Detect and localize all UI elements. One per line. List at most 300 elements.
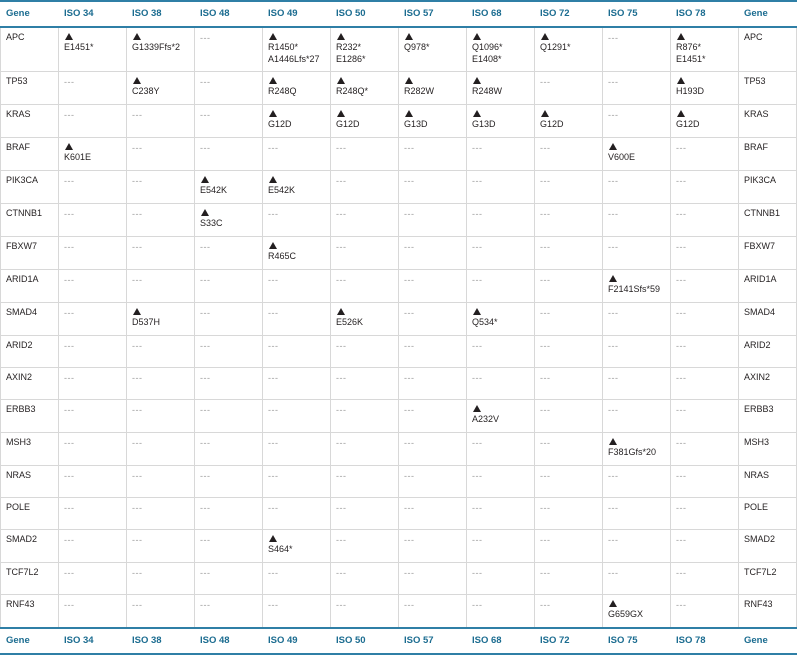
mutation-cell	[195, 529, 263, 562]
empty-marker: ---	[64, 599, 75, 610]
mutation-cell-content	[676, 175, 733, 197]
empty-marker: ---	[540, 534, 551, 545]
empty-marker: ---	[472, 437, 483, 448]
mutation-cell	[467, 432, 535, 465]
empty-marker: ---	[64, 76, 75, 87]
empty-marker: ---	[540, 274, 551, 285]
mutation-cell	[535, 27, 603, 72]
mutation-cell-content	[268, 437, 325, 459]
mutation-cell-content	[608, 275, 665, 297]
mutation-cell-content	[540, 175, 597, 197]
mutation-cell	[59, 497, 127, 529]
mutation-cell-content	[676, 599, 733, 621]
table-row	[1, 594, 797, 628]
gene-label-right: RNF43	[739, 594, 797, 628]
mutation-cell-content	[64, 567, 121, 589]
mutation-cell	[127, 529, 195, 562]
mutation-cell	[535, 335, 603, 367]
column-header-iso-49: ISO 49	[263, 1, 331, 27]
mutation-cell	[671, 71, 739, 104]
triangle-marker-icon	[133, 33, 141, 40]
gene-label-right: NRAS	[739, 465, 797, 497]
mutation-cell-content	[404, 208, 461, 230]
empty-marker: ---	[404, 470, 415, 481]
mutation-cell-content	[676, 142, 733, 164]
empty-marker: ---	[64, 372, 75, 383]
table-row	[1, 367, 797, 399]
mutation-cell-content	[268, 176, 325, 198]
empty-marker: ---	[676, 599, 687, 610]
mutation-cell-content	[608, 470, 665, 492]
mutation-cell-content	[404, 404, 461, 426]
gene-label-left: MSH3	[1, 432, 59, 465]
empty-marker: ---	[608, 241, 619, 252]
gene-label-right: SMAD2	[739, 529, 797, 562]
empty-marker: ---	[472, 567, 483, 578]
mutation-cell-content	[472, 33, 529, 66]
mutation-cell	[671, 367, 739, 399]
mutation-cell-content	[200, 241, 257, 263]
mutation-label: E542K	[200, 184, 228, 195]
table-row	[1, 170, 797, 203]
gene-label-left: APC	[1, 27, 59, 72]
triangle-marker-icon	[473, 33, 481, 40]
table-row	[1, 269, 797, 302]
mutation-cell	[535, 594, 603, 628]
mutation-label: G12D	[540, 118, 564, 129]
mutation-label: R248Q*	[336, 85, 369, 96]
mutation-cell-content	[268, 470, 325, 492]
empty-marker: ---	[608, 32, 619, 43]
mutation-cell	[603, 137, 671, 170]
mutation-cell	[399, 269, 467, 302]
empty-marker: ---	[200, 404, 211, 415]
empty-marker: ---	[540, 404, 551, 415]
empty-marker: ---	[472, 241, 483, 252]
empty-marker: ---	[200, 340, 211, 351]
mutation-cell	[535, 367, 603, 399]
empty-marker: ---	[132, 208, 143, 219]
empty-marker: ---	[608, 109, 619, 120]
mutation-cell	[399, 137, 467, 170]
mutation-label: E1451*	[676, 54, 706, 65]
column-header-iso-78: ISO 78	[671, 1, 739, 27]
triangle-marker-icon	[473, 308, 481, 315]
mutation-cell	[535, 170, 603, 203]
mutation-label: K601E	[64, 151, 92, 162]
empty-marker: ---	[336, 340, 347, 351]
mutation-cell	[603, 497, 671, 529]
mutation-cell-content	[268, 307, 325, 329]
mutation-cell	[399, 432, 467, 465]
mutation-cell	[671, 203, 739, 236]
empty-marker: ---	[132, 502, 143, 513]
column-header-iso-50: ISO 50	[331, 628, 399, 654]
mutation-cell	[127, 302, 195, 335]
mutation-cell-content	[608, 76, 665, 98]
mutation-cell-content	[132, 33, 189, 55]
mutation-cell	[399, 302, 467, 335]
mutation-cell-content	[268, 77, 325, 99]
mutation-label: G12D	[336, 118, 360, 129]
mutation-cell-content	[268, 502, 325, 524]
table-row	[1, 203, 797, 236]
mutation-cell	[263, 27, 331, 72]
table-row	[1, 335, 797, 367]
mutation-cell-content	[132, 470, 189, 492]
mutation-cell-content	[676, 534, 733, 556]
empty-marker: ---	[472, 208, 483, 219]
mutation-cell	[331, 302, 399, 335]
mutation-cell-content	[64, 502, 121, 524]
mutation-cell-content	[540, 241, 597, 263]
mutation-label: G12D	[676, 118, 700, 129]
mutation-cell	[263, 529, 331, 562]
mutation-cell	[127, 497, 195, 529]
mutation-cell-content	[540, 76, 597, 98]
mutation-cell	[399, 71, 467, 104]
mutation-cell	[331, 529, 399, 562]
triangle-marker-icon	[201, 176, 209, 183]
mutation-label: R248Q	[268, 85, 297, 96]
mutation-cell-content	[64, 175, 121, 197]
empty-marker: ---	[268, 599, 279, 610]
empty-marker: ---	[336, 241, 347, 252]
triangle-marker-icon	[337, 77, 345, 84]
mutation-label: R282W	[404, 85, 435, 96]
column-header-iso-34: ISO 34	[59, 628, 127, 654]
mutation-cell	[535, 137, 603, 170]
empty-marker: ---	[540, 175, 551, 186]
mutation-label: V600E	[608, 151, 636, 162]
mutation-cell	[263, 399, 331, 432]
mutation-cell	[467, 367, 535, 399]
mutation-cell	[467, 399, 535, 432]
mutation-cell-content	[336, 142, 393, 164]
empty-marker: ---	[336, 274, 347, 285]
mutation-cell-content	[676, 241, 733, 263]
mutation-cell-content	[200, 404, 257, 426]
mutation-cell	[467, 27, 535, 72]
mutation-cell	[671, 269, 739, 302]
mutation-cell	[603, 236, 671, 269]
mutation-cell-content	[200, 76, 257, 98]
empty-marker: ---	[676, 175, 687, 186]
empty-marker: ---	[676, 142, 687, 153]
mutation-cell-content	[200, 534, 257, 556]
mutation-cell	[399, 562, 467, 594]
column-header-iso-57: ISO 57	[399, 628, 467, 654]
mutation-cell-content	[336, 502, 393, 524]
gene-label-right: PIK3CA	[739, 170, 797, 203]
mutation-cell-content	[608, 404, 665, 426]
mutation-cell	[195, 594, 263, 628]
mutation-cell	[331, 71, 399, 104]
mutation-cell	[671, 497, 739, 529]
mutation-cell-content	[608, 241, 665, 263]
gene-label-left: CTNNB1	[1, 203, 59, 236]
triangle-marker-icon	[473, 110, 481, 117]
column-header-iso-68: ISO 68	[467, 628, 535, 654]
gene-label-right: SMAD4	[739, 302, 797, 335]
mutation-cell	[603, 465, 671, 497]
mutation-cell	[195, 562, 263, 594]
mutation-cell	[467, 203, 535, 236]
triangle-marker-icon	[133, 308, 141, 315]
mutation-cell	[195, 170, 263, 203]
empty-marker: ---	[472, 534, 483, 545]
mutation-cell	[671, 399, 739, 432]
mutation-cell	[127, 367, 195, 399]
mutation-cell-content	[404, 599, 461, 621]
mutation-cell	[127, 27, 195, 72]
mutation-cell-content	[608, 143, 665, 165]
mutation-cell	[399, 236, 467, 269]
gene-label-left: RNF43	[1, 594, 59, 628]
mutation-cell	[467, 236, 535, 269]
mutation-cell	[467, 562, 535, 594]
mutation-cell-content	[64, 274, 121, 296]
mutation-cell	[331, 137, 399, 170]
mutation-cell-content	[472, 599, 529, 621]
mutation-cell	[331, 236, 399, 269]
mutation-cell	[127, 399, 195, 432]
mutation-cell-content	[64, 208, 121, 230]
mutation-cell-content	[676, 110, 733, 132]
mutation-cell	[195, 302, 263, 335]
empty-marker: ---	[132, 142, 143, 153]
empty-marker: ---	[676, 372, 687, 383]
empty-marker: ---	[472, 142, 483, 153]
mutation-cell-content	[676, 33, 733, 66]
mutation-label: R876*	[676, 41, 702, 52]
mutation-label: R465C	[268, 250, 297, 261]
mutation-cell-content	[404, 33, 461, 55]
mutation-cell-content	[336, 404, 393, 426]
empty-marker: ---	[64, 175, 75, 186]
column-header-gene-left: Gene	[1, 1, 59, 27]
mutation-label: G1339Ffs*2	[132, 41, 181, 52]
gene-label-right: ARID2	[739, 335, 797, 367]
mutation-cell	[535, 562, 603, 594]
mutation-cell-content	[268, 33, 325, 66]
empty-marker: ---	[404, 437, 415, 448]
mutation-cell	[331, 497, 399, 529]
mutation-cell-content	[540, 340, 597, 362]
mutation-cell-content	[336, 372, 393, 394]
mutation-cell-content	[404, 274, 461, 296]
mutation-cell-content	[200, 209, 257, 231]
mutation-cell	[399, 335, 467, 367]
mutation-cell-content	[676, 307, 733, 329]
mutation-cell-content	[132, 142, 189, 164]
mutation-cell	[263, 170, 331, 203]
empty-marker: ---	[404, 502, 415, 513]
mutation-cell-content	[200, 502, 257, 524]
mutation-cell	[263, 594, 331, 628]
empty-marker: ---	[268, 470, 279, 481]
mutation-cell	[603, 335, 671, 367]
mutation-cell	[671, 302, 739, 335]
empty-marker: ---	[676, 502, 687, 513]
empty-marker: ---	[404, 340, 415, 351]
mutation-cell-content	[336, 110, 393, 132]
triangle-marker-icon	[337, 110, 345, 117]
mutation-cell	[603, 367, 671, 399]
empty-marker: ---	[404, 208, 415, 219]
triangle-marker-icon	[609, 600, 617, 607]
mutation-cell	[671, 170, 739, 203]
mutation-cell-content	[132, 274, 189, 296]
mutation-cell-content	[608, 600, 665, 622]
mutation-cell	[535, 269, 603, 302]
mutation-cell-content	[404, 372, 461, 394]
mutation-label: E1408*	[472, 54, 502, 65]
empty-marker: ---	[132, 340, 143, 351]
mutation-cell	[603, 27, 671, 72]
table-row	[1, 27, 797, 72]
mutation-cell-content	[676, 470, 733, 492]
empty-marker: ---	[200, 142, 211, 153]
mutation-cell-content	[540, 470, 597, 492]
mutation-cell-content	[608, 340, 665, 362]
gene-label-right: KRAS	[739, 104, 797, 137]
mutation-cell	[399, 529, 467, 562]
mutation-cell	[467, 497, 535, 529]
mutation-cell-content	[268, 340, 325, 362]
triangle-marker-icon	[609, 143, 617, 150]
empty-marker: ---	[64, 437, 75, 448]
empty-marker: ---	[200, 32, 211, 43]
gene-label-left: PIK3CA	[1, 170, 59, 203]
mutation-cell-content	[472, 340, 529, 362]
mutation-cell-content	[608, 372, 665, 394]
mutation-label: A232V	[472, 413, 500, 424]
empty-marker: ---	[336, 142, 347, 153]
mutation-cell	[399, 465, 467, 497]
mutation-cell-content	[64, 470, 121, 492]
mutation-cell	[195, 367, 263, 399]
mutation-label: R1450*	[268, 41, 299, 52]
gene-label-left: BRAF	[1, 137, 59, 170]
empty-marker: ---	[132, 567, 143, 578]
empty-marker: ---	[608, 175, 619, 186]
mutation-cell	[603, 104, 671, 137]
mutation-cell	[467, 170, 535, 203]
mutation-cell	[467, 335, 535, 367]
mutation-cell	[195, 399, 263, 432]
mutation-cell	[467, 269, 535, 302]
table-header-row-top	[1, 1, 797, 27]
empty-marker: ---	[676, 534, 687, 545]
empty-marker: ---	[268, 372, 279, 383]
mutation-cell	[195, 137, 263, 170]
mutation-cell	[399, 104, 467, 137]
mutation-cell-content	[268, 242, 325, 264]
mutation-cell-content	[200, 32, 257, 54]
empty-marker: ---	[200, 599, 211, 610]
empty-marker: ---	[404, 274, 415, 285]
mutation-label: R232*	[336, 41, 362, 52]
triangle-marker-icon	[269, 33, 277, 40]
mutation-cell-content	[472, 241, 529, 263]
empty-marker: ---	[336, 567, 347, 578]
empty-marker: ---	[540, 372, 551, 383]
mutation-cell-content	[200, 340, 257, 362]
table-row	[1, 137, 797, 170]
empty-marker: ---	[268, 307, 279, 318]
mutation-cell-content	[676, 437, 733, 459]
mutation-label: E542K	[268, 184, 296, 195]
mutation-cell-content	[336, 274, 393, 296]
mutation-cell	[127, 203, 195, 236]
mutation-cell	[603, 269, 671, 302]
mutation-cell	[671, 335, 739, 367]
mutation-cell-content	[404, 110, 461, 132]
mutation-label: R248W	[472, 85, 503, 96]
mutation-cell	[127, 104, 195, 137]
mutation-cell	[59, 203, 127, 236]
mutation-cell	[127, 335, 195, 367]
mutation-cell	[195, 497, 263, 529]
mutation-cell-content	[132, 175, 189, 197]
mutation-cell-content	[132, 308, 189, 330]
mutation-cell-content	[540, 142, 597, 164]
gene-label-left: NRAS	[1, 465, 59, 497]
empty-marker: ---	[64, 241, 75, 252]
empty-marker: ---	[336, 534, 347, 545]
empty-marker: ---	[336, 470, 347, 481]
mutation-cell	[263, 432, 331, 465]
empty-marker: ---	[540, 208, 551, 219]
mutation-cell-content	[64, 372, 121, 394]
mutation-cell	[59, 432, 127, 465]
mutation-cell-content	[404, 142, 461, 164]
mutation-cell	[535, 432, 603, 465]
triangle-marker-icon	[133, 77, 141, 84]
mutation-cell-content	[540, 274, 597, 296]
mutation-cell-content	[404, 175, 461, 197]
mutation-cell-content	[540, 534, 597, 556]
mutation-cell-content	[608, 175, 665, 197]
mutation-cell	[399, 497, 467, 529]
empty-marker: ---	[404, 372, 415, 383]
empty-marker: ---	[200, 470, 211, 481]
mutation-label: E526K	[336, 316, 364, 327]
empty-marker: ---	[132, 437, 143, 448]
mutation-cell-content	[336, 567, 393, 589]
mutation-cell-content	[676, 340, 733, 362]
empty-marker: ---	[540, 470, 551, 481]
empty-marker: ---	[472, 340, 483, 351]
triangle-marker-icon	[269, 242, 277, 249]
mutation-cell	[59, 269, 127, 302]
mutation-cell	[331, 465, 399, 497]
mutation-cell-content	[132, 437, 189, 459]
column-header-gene-right: Gene	[739, 628, 797, 654]
mutation-cell-content	[540, 404, 597, 426]
mutation-cell	[263, 335, 331, 367]
mutation-cell-content	[132, 208, 189, 230]
mutation-cell-content	[64, 76, 121, 98]
table-row	[1, 432, 797, 465]
mutation-cell	[195, 335, 263, 367]
mutation-cell-content	[472, 274, 529, 296]
column-header-iso-75: ISO 75	[603, 1, 671, 27]
mutation-cell	[263, 302, 331, 335]
gene-label-left: SMAD4	[1, 302, 59, 335]
gene-label-left: FBXW7	[1, 236, 59, 269]
